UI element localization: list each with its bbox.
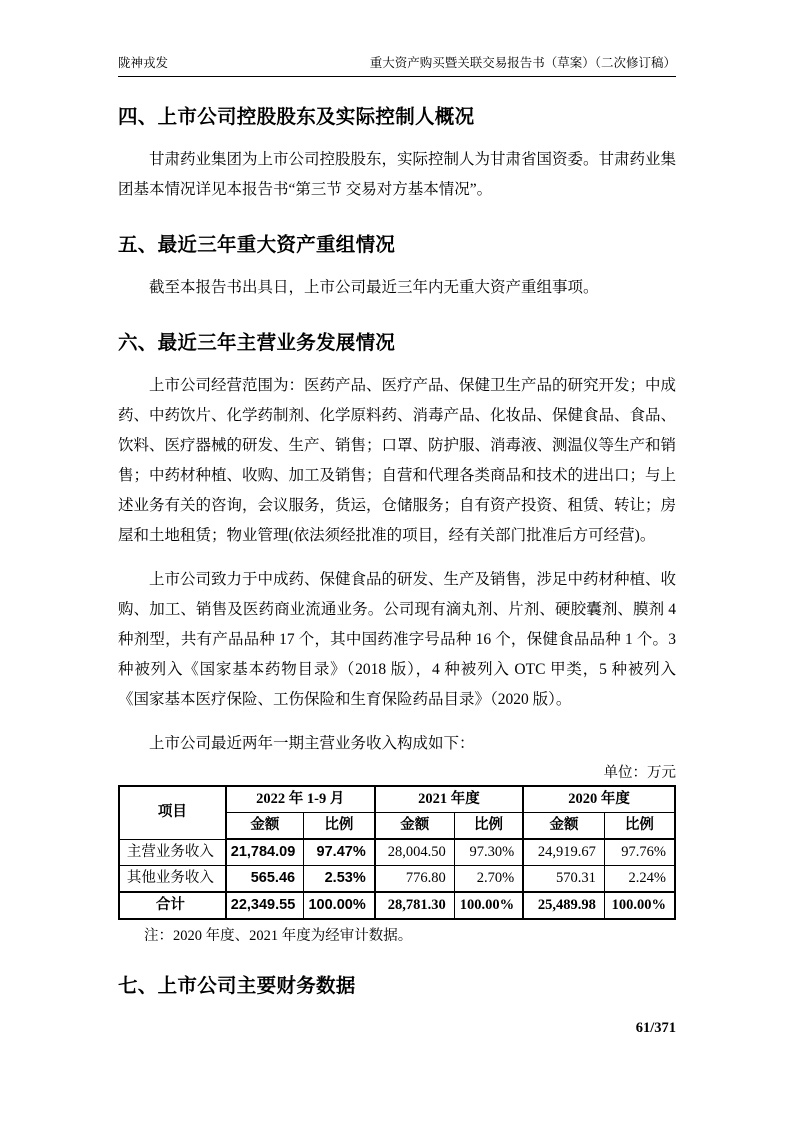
header-company-name: 陇神戎发 xyxy=(118,56,169,70)
section-7-heading: 七、上市公司主要财务数据 xyxy=(118,975,356,997)
ratio-2021-cell: 2.70% xyxy=(454,866,523,893)
section-5-heading: 五、最近三年重大资产重组情况 xyxy=(118,234,396,256)
amount-2021-cell: 28,004.50 xyxy=(375,839,455,866)
section-6-heading: 六、最近三年主营业务发展情况 xyxy=(118,332,396,354)
amount-2022-cell: 21,784.09 xyxy=(226,839,304,866)
amount-2020-cell: 25,489.98 xyxy=(523,892,604,919)
amount-2022-cell: 565.46 xyxy=(226,866,304,893)
revenue-table xyxy=(118,785,676,920)
amount-2020-cell: 24,919.67 xyxy=(523,839,604,866)
products-paragraph: 上市公司致力于中成药、保健食品的研发、生产及销售，涉足中药材种植、收购、加工、销售及医药商业流通业务。公司现有滴丸剂、片剂、硬胶囊剂、膜剂 4 种剂型，共有产品品种 17 个，其中国药准字号品种 16 个，保健食品品种 1 个。3 种被列入《国家基本药物目录》（2018 版），4 种被列入 OTC 甲类，5 种被列入《国家基本医疗保险、工伤保险和生育保险药品目录》（2020 版）。 xyxy=(118,571,677,708)
ratio-2021-cell: 97.30% xyxy=(454,839,523,866)
subheader-ratio-2020: 比例 xyxy=(604,813,675,840)
col-header-period-2021: 2021 年度 xyxy=(375,786,523,813)
header-report-title: 重大资产购买暨关联交易报告书（草案）（二次修订稿） xyxy=(369,56,676,70)
section-5-paragraph: 截至本报告书出具日，上市公司最近三年内无重大资产重组事项。 xyxy=(149,279,599,296)
ratio-2020-cell: 2.24% xyxy=(604,866,675,893)
amount-2021-cell: 28,781.30 xyxy=(375,892,455,919)
table-row-other-revenue xyxy=(119,866,675,893)
col-header-period-2020: 2020 年度 xyxy=(523,786,675,813)
table-row-total xyxy=(119,892,675,919)
business-scope-paragraph: 上市公司经营范围为：医药产品、医疗产品、保健卫生产品的研究开发；中成药、中药饮片、化学药制剂、化学原料药、消毒产品、化妆品、保健食品、食品、饮料、医疗器械的研发、生产、销售；口罩、防护服、消毒液、测温仪等生产和销售；中药材种植、收购、加工及销售；自营和代理各类商品和技术的进出口；与上述业务有关的咨询，会议服务，货运，仓储服务；自有资产投资、租赁、转让；房屋和土地租赁；物业管理(依法须经批准的项目，经有关部门批准后方可经营)。 xyxy=(118,377,677,544)
ratio-2020-cell: 100.00% xyxy=(604,892,675,919)
ratio-2022-cell: 97.47% xyxy=(304,839,375,866)
ratio-2022-cell: 100.00% xyxy=(304,892,375,919)
row-label: 主营业务收入 xyxy=(119,839,226,866)
page-header xyxy=(118,55,676,77)
section-4-heading: 四、上市公司控股股东及实际控制人概况 xyxy=(118,106,475,128)
col-header-item: 项目 xyxy=(119,786,226,839)
section-4-paragraph: 甘肃药业集团为上市公司控股股东，实际控制人为甘肃省国资委。甘肃药业集团基本情况详见本报告书“第三节 交易对方基本情况”。 xyxy=(118,151,677,198)
subheader-amount-2020: 金额 xyxy=(523,813,604,840)
table-header-row-periods xyxy=(119,786,675,813)
col-header-period-2022: 2022 年 1-9 月 xyxy=(226,786,375,813)
table-unit-label: 单位：万元 xyxy=(603,765,676,781)
table-intro-paragraph: 上市公司最近两年一期主营业务收入构成如下： xyxy=(149,735,475,752)
amount-2021-cell: 776.80 xyxy=(375,866,455,893)
ratio-2022-cell: 2.53% xyxy=(304,866,375,893)
table-row-main-revenue xyxy=(119,839,675,866)
page-number: 61/371 xyxy=(635,1020,676,1036)
subheader-ratio-2022: 比例 xyxy=(304,813,375,840)
subheader-ratio-2021: 比例 xyxy=(454,813,523,840)
row-label: 其他业务收入 xyxy=(119,866,226,893)
table-note: 注：2020 年度、2021 年度为经审计数据。 xyxy=(144,928,413,944)
amount-2022-cell: 22,349.55 xyxy=(226,892,304,919)
subheader-amount-2021: 金额 xyxy=(375,813,455,840)
amount-2020-cell: 570.31 xyxy=(523,866,604,893)
subheader-amount-2022: 金额 xyxy=(226,813,304,840)
ratio-2020-cell: 97.76% xyxy=(604,839,675,866)
ratio-2021-cell: 100.00% xyxy=(454,892,523,919)
row-label: 合计 xyxy=(119,892,226,919)
